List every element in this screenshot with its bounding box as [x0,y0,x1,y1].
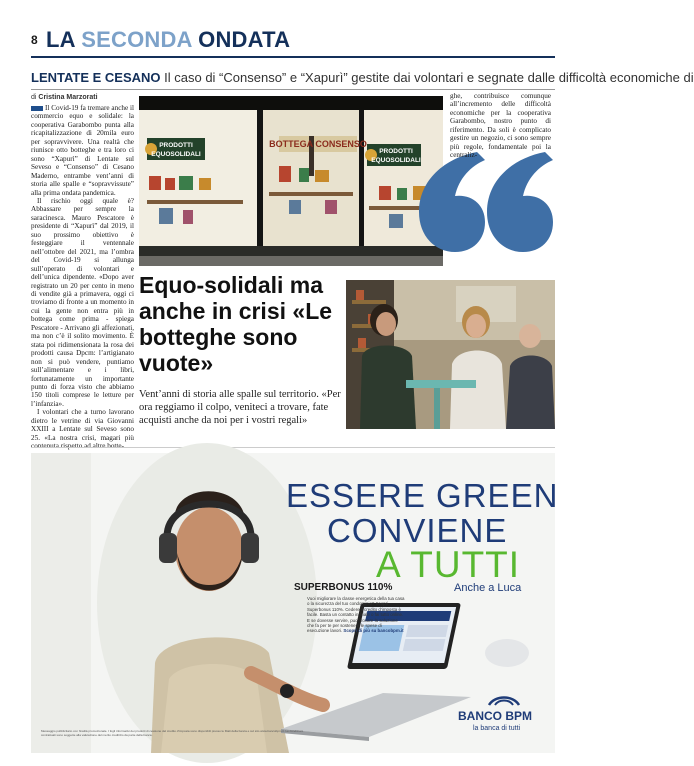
shop-sign-left-2: EQUOSOLIDALI [151,151,201,158]
shop-sign-right-2: EQUOSOLIDALI [371,157,421,164]
ad-copy-cta: Scopri di più su bancobpm.it [343,628,404,634]
article-column-right [450,92,551,160]
article-paragraph: Il rischio oggi quale è? Abbassare per sempre la saracinesca. Mauro Pescatore è presidente di “Xapurì” dal 2019, il suo prossimo obiettivo è festeggiare il ventennale nell’ottobre del 2021, ma l’ombra del Covid-19 si allunga sull’operato di volontari e dell’unica dipendente. «Dopo aver registrato un 20 per cento in meno di vendite già a primavera, oggi ci troviamo di fronte a un momento in cui la gente non entra più in bottega come prima - spiega Pescatore - Arrivano gli affezionati, ma non c’è il solito movimento. È stata poi ridimensionata la rosa dei prodotti causa Dpcm: l’artigianato non si può vendere, puntiamo sull’alimentare e i libri, fortunatamente un importante punto di forza visto che abbiamo 150 titoli comprese le letture per l’infanzia». [31,196,134,408]
ad-headline-line-2: CONVIENE [327,512,508,549]
byline [31,94,98,101]
kicker-text: Il caso di “Consenso” e “Xapurì” gestite dai volontari e segnate dalle difficoltà economiche di [160,70,694,85]
kicker-location: LENTATE E CESANO [31,70,161,85]
ad-separator [31,447,555,448]
section-title-word-2: SECONDA [81,27,192,52]
ad-headline-line-1: ESSERE GREEN [286,477,559,514]
lead-marker-icon [31,106,43,111]
page-number: 8 [31,33,38,47]
article-paragraph: I volontari che a turno lavorano dietro le vetrine di via Giovanni XXIII a Lentate sul Seveso sono 25. «La nostra crisi, magari più [31,408,134,442]
section-title-word-3: ONDATA [198,27,291,52]
article-paragraph-text: Il Covid-19 fa tremare anche il commercio equo e solidale: la cooperativa Garabombo punta alla ricapitalizzazione di 20mila euro per sopravvivere. Una realtà che riunisce otto botteghe e tra loro ci sono “Xapurì” di Lentate sul Seveso e “Consenso” di Cesano Maderno, entrambe vent’anni di storia alle spalle e “sopravvissute” alla prima ondata pandemica. [31,104,134,197]
subheadline: Vent’anni di storia alle spalle sul territorio. «Per ora reggiamo il colpo, veniteci a trovare, fate acquisti anche da noi per i vostri regali» [139,389,341,426]
header-rule [31,56,555,58]
section-title [46,27,290,53]
ad-legal-text: Messaggio pubblicitario con finalità promozionale. I fogli informativi dei prodotti di cessione del credito d’imposta sono disponibili presso le filiali della banca e sul sito www.bancobpm.it. Le condizioni contrattuali sono soggette alla valutazione del merito creditizio da parte della banca. [41,729,303,737]
headline: Equo-solidali ma anche in crisi «Le botteghe sono vuote» [139,272,333,376]
kicker-rule [31,89,555,90]
article-paragraph [31,104,134,197]
byline-author: Cristina Marzorati [38,94,98,101]
ad-superbonus: SUPERBONUS 110% [294,582,393,593]
volunteers-photo [346,280,555,429]
ad-anche-a-luca: Anche a Luca [454,582,522,594]
banco-bpm-ad [31,453,559,753]
shop-sign-right: PRODOTTI [379,148,413,155]
article-column-left [31,104,134,456]
quote-mark-icon [415,146,555,256]
byline-prefix: di [31,94,39,101]
article-paragraph: ghe, contribuisce comunque all’incremento delle difficoltà economiche per la cooperativa Garabombo, nostro punto di riferimento. Da soli è complicato gestire un negozio, ci sono sempre più regole, fondamentale poi la centraliz- [450,92,551,160]
shop-sign-left: PRODOTTI [159,142,193,149]
ad-tagline: la banca di tutti [473,725,521,732]
ad-headline-line-3: A TUTTI [376,544,521,585]
kicker [31,70,694,85]
ad-brand-name: BANCO BPM [458,709,532,723]
ad-body-copy [307,596,405,634]
ad-copy-text: Vuoi migliorare la classe energetica della tua casa o la sicurezza del tuo condominio? Scopri Superbonus 110%. Cedere il credito d’imposta è facile. Basta un contatto in filiale o fai tutto online. E se dovesse servire, puoi trovare la soluzione che fa per te per sostenere le spese di esecuzione lavori. [307,596,405,634]
shop-photo [139,96,443,266]
banco-bpm-logo-icon [487,693,521,707]
section-title-word-1: LA [46,27,75,52]
shop-sign-middle: BOTTEGA CONSENSO [269,139,367,149]
